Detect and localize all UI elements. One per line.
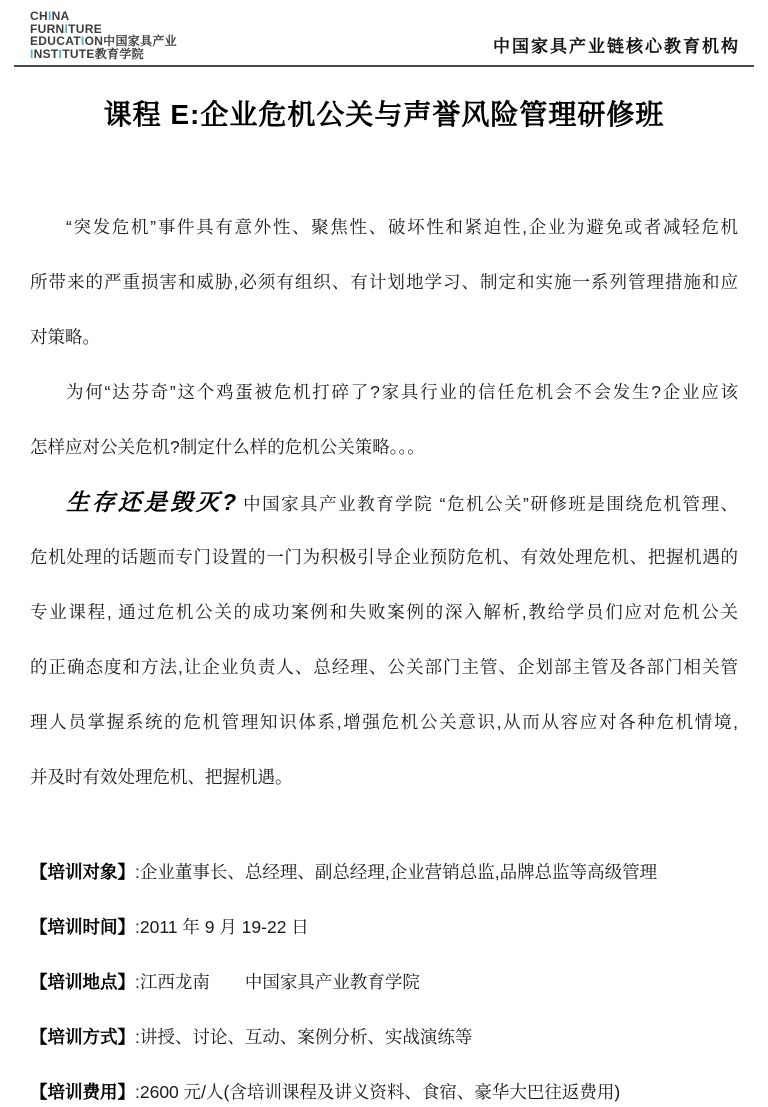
paragraph-questions bbox=[30, 365, 738, 475]
paragraph-crisis-intro bbox=[30, 200, 738, 365]
body-line: “突发危机”事件具有意外性、聚焦性、破坏性和紧迫性,企业为避免或者减轻危机 bbox=[66, 217, 738, 237]
info-value: :企业董事长、总经理、副总经理,企业营销总监,品牌总监等高级管理 bbox=[135, 862, 658, 882]
logo-text: TURE bbox=[68, 21, 103, 36]
document-body bbox=[0, 200, 768, 1107]
logo-accent-letter: I bbox=[47, 9, 52, 23]
logo-text: TUTE bbox=[62, 46, 95, 61]
header-divider bbox=[14, 65, 754, 67]
course-title: 课程 E:企业危机公关与声誉风险管理研修班 bbox=[103, 99, 665, 130]
body-line: 为何“达芬奇”这个鸡蛋被危机打碎了?家具行业的信任危机会不会发生?企业应该 bbox=[66, 382, 738, 402]
logo-accent-letter: I bbox=[64, 21, 69, 36]
info-row-fee bbox=[30, 1065, 738, 1107]
emphasis-lead: 生存还是毁灭? bbox=[66, 489, 238, 515]
body-line: 的正确态度和方法,让企业负责人、总经理、公关部门主管、企划部主管及各部门相关管 bbox=[30, 657, 738, 677]
logo-accent-letter: I bbox=[30, 46, 34, 61]
logo-text: NA bbox=[51, 9, 70, 23]
page-header bbox=[0, 0, 768, 63]
info-row-location bbox=[30, 955, 738, 1010]
info-value: :2600 元/人(含培训课程及讲义资料、食宿、豪华大巴往返费用) bbox=[135, 1082, 621, 1102]
info-label: 【培训时间】 bbox=[30, 917, 135, 937]
logo-text: ON bbox=[84, 34, 104, 48]
logo-text-cn: 教育学院 bbox=[94, 46, 144, 61]
logo-text: NST bbox=[33, 46, 59, 61]
info-label: 【培训对象】 bbox=[30, 862, 135, 882]
body-line: 理人员掌握系统的危机管理知识体系,增强危机公关意识,从而从容应对各种危机情境, bbox=[30, 712, 738, 732]
course-info-section bbox=[30, 845, 738, 1107]
info-row-time bbox=[30, 900, 738, 955]
logo-text: EDUCAT bbox=[30, 34, 81, 48]
header-tagline: 中国家具产业链核心教育机构 bbox=[493, 37, 740, 56]
info-label: 【培训方式】 bbox=[30, 1027, 135, 1047]
info-label: 【培训地点】 bbox=[30, 972, 135, 992]
body-line: 对策略。 bbox=[30, 327, 100, 347]
logo-accent-letter: I bbox=[58, 46, 63, 61]
info-value: :讲授、讨论、互动、案例分析、实战演练等 bbox=[135, 1027, 473, 1047]
body-line: 危机处理的话题而专门设置的一门为积极引导企业预防危机、有效处理危机、把握机遇的 bbox=[30, 547, 738, 567]
info-value: :江西龙南 中国家具产业教育学院 bbox=[135, 972, 420, 992]
body-line: 并及时有效处理危机、把握机遇。 bbox=[30, 767, 293, 787]
info-row-audience bbox=[30, 845, 738, 900]
logo-text: FURN bbox=[30, 21, 65, 36]
logo-line-4 bbox=[30, 48, 177, 61]
body-line: 所带来的严重损害和威胁,必须有组织、有计划地学习、制定和实施一系列管理措施和应 bbox=[30, 272, 738, 292]
institute-logo bbox=[30, 10, 177, 60]
paragraph-course-description bbox=[30, 475, 738, 805]
info-label: 【培训费用】 bbox=[30, 1082, 135, 1102]
logo-accent-letter: I bbox=[80, 34, 85, 48]
logo-text: CH bbox=[30, 9, 48, 23]
body-text: 中国家具产业教育学院 “危机公关”研修班是围绕危机管理、 bbox=[241, 494, 738, 514]
body-line: 专业课程, 通过危机公关的成功案例和失败案例的深入解析,教给学员们应对危机公关 bbox=[30, 602, 738, 622]
body-line bbox=[30, 475, 738, 530]
logo-text-cn: 中国家具产业 bbox=[103, 34, 177, 48]
body-line: 怎样应对公关危机?制定什么样的危机公关策略。。。 bbox=[30, 437, 425, 457]
info-row-method bbox=[30, 1010, 738, 1065]
info-value: :2011 年 9 月 19-22 日 bbox=[135, 917, 309, 937]
